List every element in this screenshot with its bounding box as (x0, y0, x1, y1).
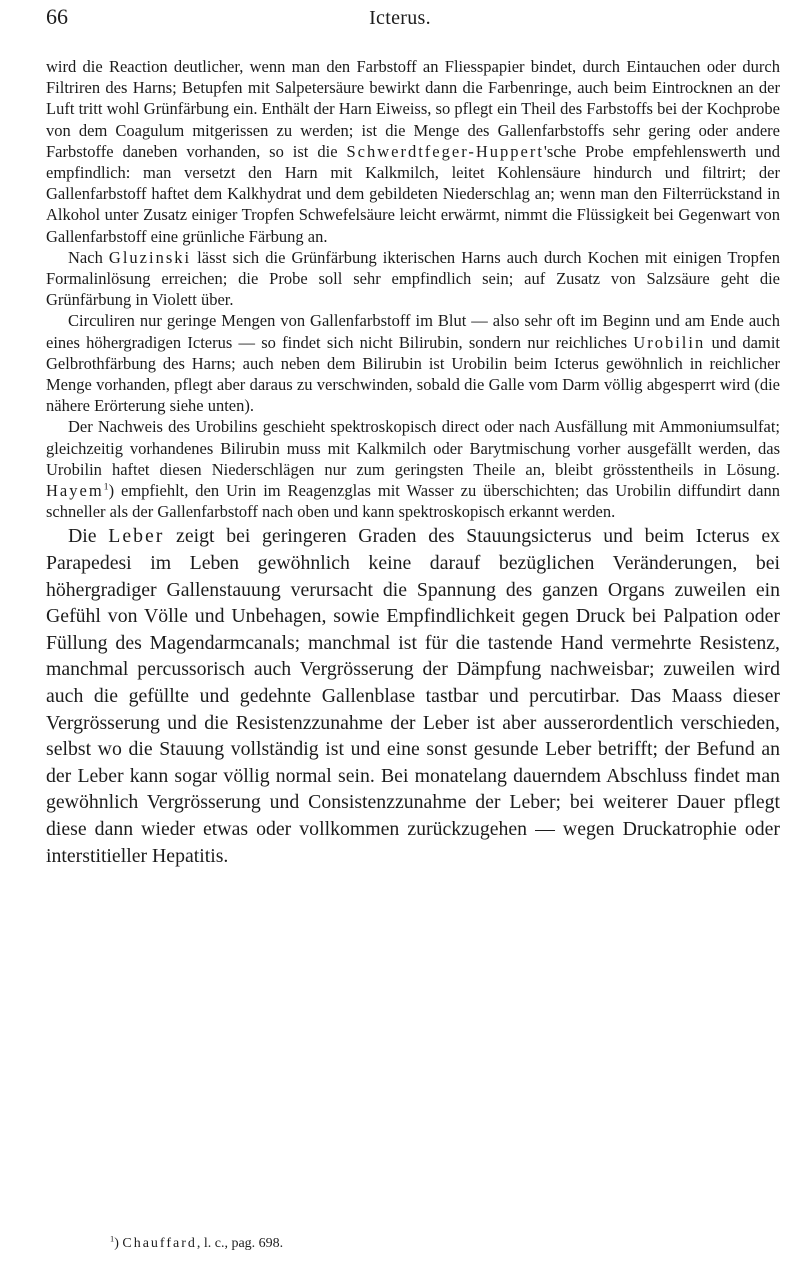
author-name: Schwerdtfeger-Huppert (346, 141, 544, 161)
paragraph-leber: Die Leber zeigt bei geringeren Graden des Stauungsicterus und beim Icterus ex Parapedesi im Leben gewöhnlich keine darauf bezüglichen Veränderungen, bei höhergradiger Gallenstauung verursacht die Spannung des ganzen Organs zuweilen ein Gefühl von Völle und Unbehagen, sowie Empfindlichkeit gegen Druck bei Palpation oder Füllung des Magendarmcanals; manchmal ist für die tastende Hand vermehrte Resistenz, manchmal percussorisch auch Vergrösserung der Dämpfung nachweisbar; zuweilen wird auch die gefüllte und gedehnte Gallenblase tastbar und percutirbar. Das Maass dieser Vergrösserung und die Resistenzzunahme der Leber ist aber ausserordentlich verschieden, selbst wo die Stauung vollständig ist und eine sonst gesunde Leber betrifft; der Befund an der Leber kann sogar völlig normal sein. Bei monatelang dauerndem Abschluss findet man gewöhnlich Vergrösserung und Consistenzzunahme der Leber; bei weiterer Dauer pflegt diese dann wieder etwas oder vollkommen zurückzugehen — wegen Druckatrophie oder interstitieller Hepatitis. (46, 525, 780, 867)
emphasized-term: Urobilin (633, 332, 706, 352)
paragraph-reaction: wird die Reaction deutlicher, wenn man den Farbstoff an Fliesspapier bindet, durch Eintauchen oder durch Filtriren des Harns; Betupfen mit Salpetersäure bewirkt dann die Farbenringe, auch beim Eintrocknen an der Luft tritt wohl Grünfärbung ein. Enthält der Harn Eiweiss, so pflegt ein Theil des Farbstoffs bei der Kochprobe von dem Coagulum mitgerissen zu werden; ist die Menge des Gallenfarbstoffs sehr gering oder andere Farbstoffe daneben vorhanden, so ist die Schwerdtfeger-Huppert'sche Probe empfehlenswerth und empfindlich: man versetzt den Harn mit Kalkmilch, leitet Kohlensäure hindurch und filtrirt; der Gallenfarbstoff haftet dem Kalkhydrat und dem gebildeten Niederschlag an; wenn man den Filterrückstand in Alkohol unter Zusatz einiger Tropfen Schwefelsäure leicht erwärmt, nimmt die Flüssigkeit bei Gegenwart von Gallenfarbstoff eine grünliche Färbung an. (46, 57, 780, 246)
footnote-reference: 1 (103, 481, 109, 493)
footnote-author: Chauffard (122, 1236, 197, 1251)
page-number: 66 (46, 4, 68, 29)
emphasized-term: Leber (108, 525, 165, 548)
paragraph-gluzinski: Nach Gluzinski lässt sich die Grünfärbung ikterischen Harns auch durch Kochen mit einigen Tropfen Formalinlösung erreichen; die Probe soll sehr empfindlich sein; auf Zusatz von Salzsäure geht die Grünfärbung in Violett über. (46, 247, 780, 310)
author-name: Gluzinski (108, 247, 192, 267)
paragraph-nachweis: Der Nachweis des Urobilins geschieht spektroskopisch direct oder nach Ausfällung mit Ammoniumsulfat; gleichzeitig vorhandenes Bilirubin muss mit Kalkmilch oder Barytmischung vorher ausgefällt werden, das Urobilin haftet diesen Niederschlägen nur zum geringsten Theile an, bleibt grösstentheils in Lösung. Hayem$^1$) empfiehlt, den Urin im Reagenzglas mit Wasser zu überschichten; das Urobilin diffundirt dann schneller als der Gallenfarbstoff nach oben und kann spektroskopisch erkannt werden. (46, 417, 780, 522)
page-header (0, 4, 800, 44)
footnote-mark: 1 (110, 1234, 115, 1244)
small-print-section (46, 56, 780, 522)
footnote: $^1$) Chauffard, l. c., pag. 698. (110, 1234, 284, 1251)
main-text-section (46, 523, 780, 869)
author-name: Hayem (46, 481, 104, 501)
running-title: Icterus. (369, 7, 431, 29)
paragraph-urobilin: Circuliren nur geringe Mengen von Gallenfarbstoff im Blut — also sehr oft im Beginn und am Ende auch eines höhergradigen Icterus — so findet sich nicht Bilirubin, sondern nur reichliches Urobilin und damit Gelbrothfärbung des Harns; auch neben dem Bilirubin ist Urobilin beim Icterus gewöhnlich in reichlicher Menge vorhanden, pflegt aber daraus zu verschwinden, sobald die Galle vom Darm völlig abgesperrt wird (die nähere Erörterung siehe unten). (46, 311, 781, 416)
page-body (46, 56, 780, 869)
